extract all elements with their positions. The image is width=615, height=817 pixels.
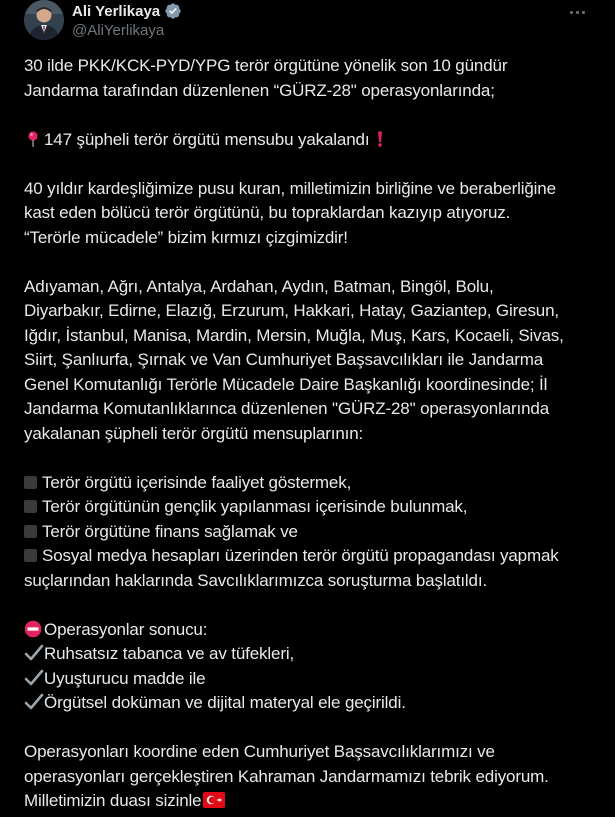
black-square-icon [24, 549, 37, 562]
bullet-text: Sosyal medya hesapları üzerinden terör örgütü propagandası yapmak [42, 546, 559, 565]
bullet-item [24, 520, 601, 545]
bullet-text: Terör örgütünün gençlik yapılanması içerisinde bulunmak, [42, 497, 468, 516]
bullet-item [24, 471, 601, 496]
no-entry-icon [24, 620, 42, 638]
turkey-flag-icon [203, 791, 225, 807]
text-line: Genel Komutanlığı Terörle Mücadele Daire Başkanlığı koordinesinde; İl [24, 374, 548, 394]
text-line: 30 ilde PKK/KCK-PYD/YPG terör örgütüne yönelik son 10 gündür [24, 56, 508, 75]
red-exclamation-icon [371, 130, 389, 148]
black-square-icon [24, 525, 37, 538]
text-line: kast eden bölücü terör örgütünü, bu topraklardan kazıyıp atıyoruz. [24, 203, 511, 222]
verified-badge-icon [164, 2, 182, 20]
author-display-name[interactable]: Ali Yerlikaya [72, 2, 161, 20]
check-item-text: Ruhsatsız tabanca ve av tüfekleri, [44, 644, 295, 663]
text-line: Adıyaman, Ağrı, Antalya, Ardahan, Aydın, Batman, Bingöl, Bolu, [24, 276, 494, 296]
text-line: Operasyonları koordine eden Cumhuriyet Başsavcılıklarımızı ve [24, 742, 495, 761]
text-line: Siirt, Şanlıurfa, Şırnak ve Van Cumhuriyet Başsavcılıkları ile Jandarma [24, 350, 544, 369]
paragraph-closing [24, 740, 601, 814]
text-line: suçlarından haklarında Savcılıklarımızca soruşturma başlatıldı. [24, 570, 487, 590]
tweet-text [24, 54, 601, 817]
paragraph-charges [24, 471, 601, 594]
text-line: 40 yıldır kardeşliğimize pusu kuran, milletimizin birliğine ve beraberliğine [24, 178, 556, 198]
paragraph-intro [24, 54, 601, 103]
avatar-image [24, 0, 64, 40]
check-mark-icon [24, 644, 44, 662]
text-line [24, 789, 601, 814]
results-heading [24, 618, 601, 643]
paragraph-provinces [24, 275, 601, 447]
check-item [24, 642, 601, 667]
text-line: Jandarma tarafından düzenlenen “GÜRZ-28" operasyonlarında; [24, 80, 495, 100]
check-item [24, 691, 601, 716]
check-mark-icon [24, 669, 44, 687]
paragraph-results [24, 618, 601, 716]
closing-text: Milletimizin duası sizinle [24, 791, 202, 810]
bullet-item [24, 544, 601, 569]
text-line: yakalanan şüpheli terör örgütü mensuplarının: [24, 423, 364, 443]
text-line: Iğdır, İstanbul, Manisa, Mardin, Mersin, Muğla, Muş, Kars, Kocaeli, Sivas, [24, 325, 564, 345]
text-line: Diyarbakır, Edirne, Elazığ, Erzurum, Hakkari, Hatay, Gaziantep, Giresun, [24, 301, 559, 320]
avatar[interactable] [24, 0, 64, 40]
bullet-text: Terör örgütü içerisinde faaliyet göstermek, [42, 472, 352, 492]
tweet-header [24, 0, 599, 44]
arrests-text: 147 şüpheli terör örgütü mensubu yakalandı [44, 129, 370, 149]
round-pushpin-icon [24, 130, 42, 148]
text-line: “Terörle mücadele” bizim kırmızı çizgimizdir! [24, 227, 348, 247]
check-item-text: Örgütsel doküman ve dijital materyal ele geçirildi. [44, 693, 406, 712]
more-options-icon[interactable] [565, 2, 589, 22]
author-name-row [72, 2, 182, 20]
black-square-icon [24, 476, 37, 489]
black-square-icon [24, 500, 37, 513]
text-line: operasyonları gerçekleştiren Kahraman Jandarmamızı tebrik ediyorum. [24, 766, 549, 786]
author-handle[interactable]: @AliYerlikaya [72, 22, 165, 39]
bullet-item [24, 495, 601, 520]
text-line: Jandarma Komutanlıklarınca düzenlenen "GÜRZ-28" operasyonlarında [24, 399, 550, 418]
results-heading-text: Operasyonlar sonucu: [44, 619, 208, 639]
paragraph-statement [24, 177, 601, 251]
check-item-text: Uyuşturucu madde ile [44, 668, 206, 688]
paragraph-arrests [24, 128, 601, 153]
check-item [24, 667, 601, 692]
check-mark-icon [24, 693, 44, 711]
bullet-text: Terör örgütüne finans sağlamak ve [42, 521, 298, 541]
text-line [24, 128, 601, 153]
